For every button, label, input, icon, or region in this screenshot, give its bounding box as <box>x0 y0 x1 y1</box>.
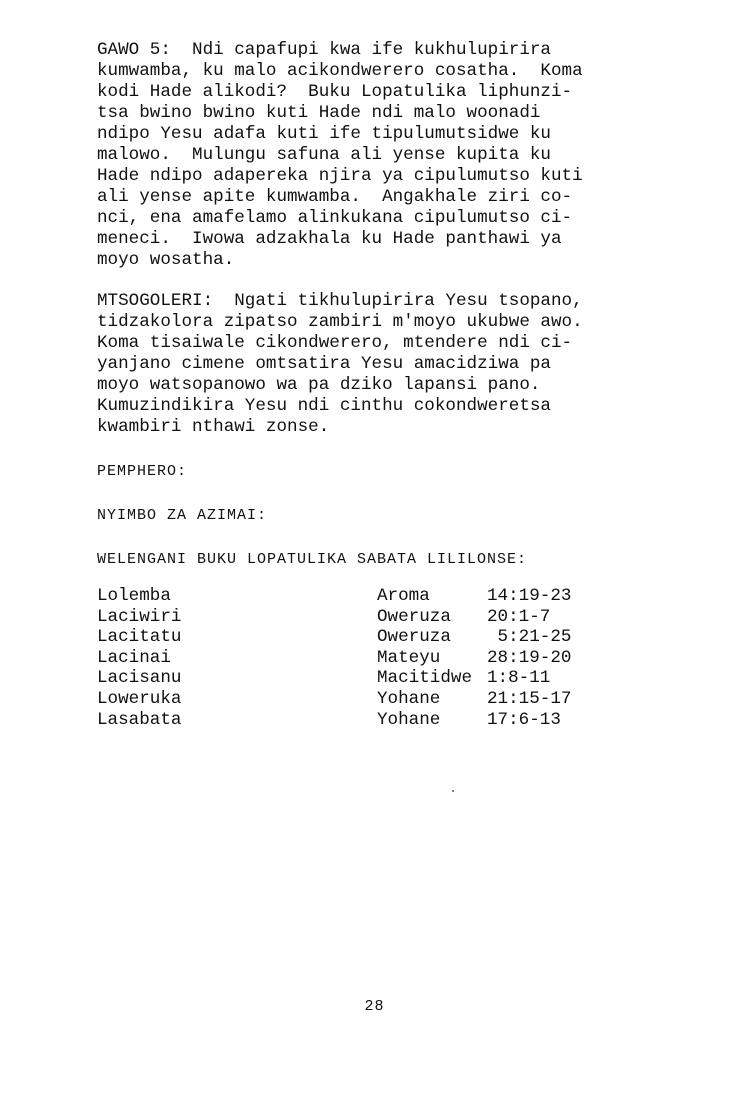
document-page <box>97 40 657 730</box>
gawo-paragraph <box>97 40 657 271</box>
readings-table <box>97 586 657 730</box>
reading-book: Macitidwe <box>377 668 473 689</box>
reading-day: Laciwiri <box>97 606 182 627</box>
text-line: moyo watsopanowo wa pa dziko lapansi pano. <box>97 375 541 395</box>
text-line: MTSOGOLERI: Ngati tikhulupirira Yesu tsopano, <box>97 291 583 311</box>
text-line: nci, ena amafelamo alinkukana cipulumutso ci- <box>97 208 573 228</box>
reading-row <box>97 710 657 731</box>
reading-day: Lacisanu <box>97 668 182 689</box>
reading-verse: 1:8-11 <box>487 668 551 689</box>
reading-book: Mateyu <box>377 647 441 668</box>
page-number: 28 <box>364 998 385 1015</box>
reading-row <box>97 586 657 607</box>
text-line: kumwamba, ku malo acikondwerero cosatha. Koma <box>97 61 583 81</box>
text-line: Kumuzindikira Yesu ndi cinthu cokondweretsa <box>97 396 551 416</box>
reading-verse: 20:1-7 <box>487 606 551 627</box>
reading-book: Oweruza <box>377 606 451 627</box>
reading-verse: 28:19-20 <box>487 647 572 668</box>
text-line: meneci. Iwowa adzakhala ku Hade panthawi ya <box>97 229 562 249</box>
reading-day: Lacitatu <box>97 627 182 648</box>
reading-verse: 21:15-17 <box>487 688 572 709</box>
text-line: Koma tisaiwale cikondwerero, mtendere ndi ci- <box>97 333 573 353</box>
text-line: tidzakolora zipatso zambiri m'moyo ukubwe awo. <box>97 312 583 332</box>
text-line: Hade ndipo adapereka njira ya cipulumutso kuti <box>97 166 583 186</box>
reading-day: Loweruka <box>97 688 182 709</box>
text-line: GAWO 5: Ndi capafupi kwa ife kukhulupirira <box>97 40 551 60</box>
text-line: kwambiri nthawi zonse. <box>97 417 330 437</box>
reading-row <box>97 627 657 648</box>
text-line: kodi Hade alikodi? Buku Lopatulika liphunzi- <box>97 82 573 102</box>
reading-verse: 17:6-13 <box>487 709 561 730</box>
readings-heading: WELENGANI BUKU LOPATULIKA SABATA LILILONSE: <box>97 551 528 568</box>
text-line: ali yense apite kumwamba. Angakhale ziri co- <box>97 187 573 207</box>
reading-row <box>97 668 657 689</box>
mtsogoleri-paragraph <box>97 291 657 438</box>
reading-verse: 14:19-23 <box>487 586 572 606</box>
text-line: tsa bwino bwino kuti Hade ndi malo woonadi <box>97 103 541 123</box>
reading-day: Lasabata <box>97 709 182 730</box>
reading-row <box>97 607 657 628</box>
text-line: malowo. Mulungu safuna ali yense kupita ku <box>97 145 551 165</box>
ink-speck <box>452 790 454 792</box>
pemphero-heading: PEMPHERO: <box>97 463 188 480</box>
reading-book: Yohane <box>377 709 441 730</box>
reading-verse: 5:21-25 <box>487 627 572 648</box>
text-line: yanjano cimene omtsatira Yesu amacidziwa pa <box>97 354 551 374</box>
text-line: moyo wosatha. <box>97 250 235 270</box>
reading-row <box>97 648 657 669</box>
reading-book: Aroma <box>377 586 430 606</box>
nyimbo-heading: NYIMBO ZA AZIMAI: <box>97 507 268 524</box>
reading-book: Oweruza <box>377 627 451 648</box>
reading-day: Lolemba <box>97 586 171 606</box>
reading-day: Lacinai <box>97 647 171 668</box>
reading-row <box>97 689 657 710</box>
text-line: ndipo Yesu adafa kuti ife tipulumutsidwe ku <box>97 124 551 144</box>
reading-book: Yohane <box>377 688 441 709</box>
